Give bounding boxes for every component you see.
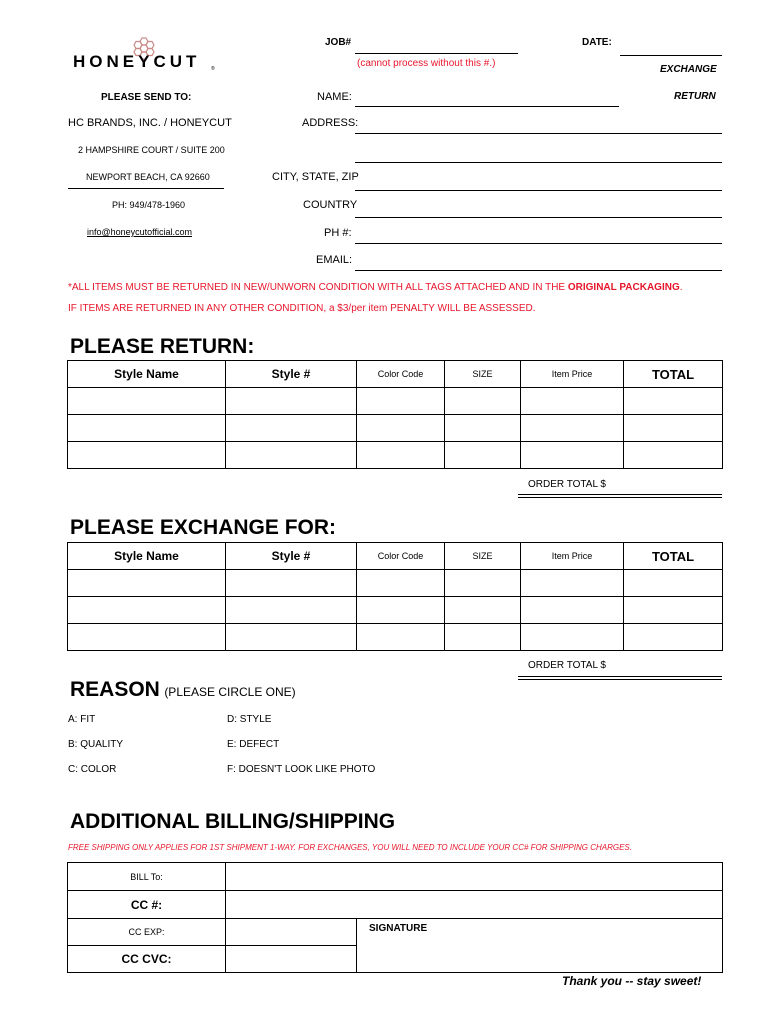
name-label: NAME: [317, 91, 352, 103]
address-input-line[interactable] [355, 133, 722, 134]
table-cell[interactable] [226, 442, 357, 469]
table-cell[interactable] [624, 388, 723, 415]
reason-option-style[interactable]: D: STYLE [227, 714, 272, 725]
table-cell[interactable] [68, 570, 226, 597]
column-header: SIZE [445, 543, 521, 570]
return-order-total-field[interactable] [518, 494, 722, 498]
exchange-option[interactable]: EXCHANGE [660, 64, 717, 75]
bill-to-field[interactable] [226, 863, 723, 891]
city-state-zip-input-line[interactable] [355, 190, 722, 191]
table-cell[interactable] [357, 624, 445, 651]
table-cell[interactable] [357, 388, 445, 415]
table-cell[interactable] [624, 570, 723, 597]
table-cell[interactable] [226, 388, 357, 415]
table-cell[interactable] [521, 570, 624, 597]
company-phone: PH: 949/478-1960 [112, 200, 186, 210]
cc-exp-row [68, 919, 723, 946]
address-divider [68, 188, 224, 189]
exchange-order-total-field[interactable] [518, 676, 722, 680]
company-city: NEWPORT BEACH, CA 92660 [86, 172, 210, 182]
column-header: Item Price [521, 361, 624, 388]
address-line2-input-line[interactable] [355, 162, 722, 163]
phone-label: PH #: [324, 227, 352, 239]
table-header-row [68, 543, 723, 570]
table-cell[interactable] [357, 415, 445, 442]
table-cell[interactable] [521, 388, 624, 415]
table-cell[interactable] [68, 597, 226, 624]
date-input-line[interactable] [620, 55, 722, 56]
exchange-section-title: PLEASE EXCHANGE FOR: [70, 516, 337, 539]
cc-number-label: CC #: [68, 891, 226, 919]
table-cell[interactable] [521, 597, 624, 624]
cc-exp-field[interactable] [226, 919, 357, 946]
table-cell[interactable] [68, 388, 226, 415]
table-cell[interactable] [445, 415, 521, 442]
company-street: 2 HAMPSHIRE COURT / SUITE 200 [78, 145, 225, 155]
condition-notice-emphasis: ORIGINAL PACKAGING [567, 282, 680, 293]
date-label: DATE: [582, 37, 612, 48]
table-cell[interactable] [68, 415, 226, 442]
condition-notice [68, 282, 683, 293]
table-cell[interactable] [521, 442, 624, 469]
table-cell[interactable] [624, 624, 723, 651]
table-row [68, 597, 723, 624]
reason-title: REASON [70, 678, 160, 701]
exchange-order-total-label: ORDER TOTAL $ [528, 660, 606, 671]
table-cell[interactable] [68, 442, 226, 469]
table-cell[interactable] [357, 597, 445, 624]
return-items-table [67, 360, 723, 469]
return-section-title: PLEASE RETURN: [70, 335, 255, 358]
column-header: Color Code [357, 543, 445, 570]
table-cell[interactable] [521, 415, 624, 442]
free-shipping-note: FREE SHIPPING ONLY APPLIES FOR 1ST SHIPMENT 1-WAY. FOR EXCHANGES, YOU WILL NEED TO INCLUDE YOUR CC# FOR SHIPPING CHARGES. [68, 843, 632, 852]
table-cell[interactable] [357, 442, 445, 469]
reason-heading [70, 678, 296, 702]
email-label: EMAIL: [316, 254, 353, 266]
country-input-line[interactable] [355, 217, 722, 218]
table-cell[interactable] [226, 570, 357, 597]
brand-logo-text: HONEYCUT [73, 52, 201, 71]
penalty-notice: IF ITEMS ARE RETURNED IN ANY OTHER CONDITION, a $3/per item PENALTY WILL BE ASSESSED. [68, 303, 536, 314]
table-cell[interactable] [226, 624, 357, 651]
table-cell[interactable] [357, 570, 445, 597]
return-option[interactable]: RETURN [674, 91, 716, 102]
exchange-items-table [67, 542, 723, 651]
table-row [68, 442, 723, 469]
table-cell[interactable] [445, 597, 521, 624]
table-cell[interactable] [624, 415, 723, 442]
signature-label: SIGNATURE [369, 923, 428, 934]
thank-you-message: Thank you -- stay sweet! [562, 974, 702, 988]
bill-to-row [68, 863, 723, 891]
column-header: TOTAL [624, 543, 723, 570]
column-header: Style Name [68, 543, 226, 570]
column-header: Item Price [521, 543, 624, 570]
job-note: (cannot process without this #.) [357, 58, 496, 69]
condition-notice-text: *ALL ITEMS MUST BE RETURNED IN NEW/UNWORN CONDITION WITH ALL TAGS ATTACHED AND IN THE [68, 282, 568, 293]
country-label: COUNTRY [303, 199, 358, 211]
company-name: HC BRANDS, INC. / HONEYCUT [68, 117, 232, 129]
reason-option-fit[interactable]: A: FIT [68, 714, 96, 725]
phone-input-line[interactable] [355, 243, 722, 244]
table-cell[interactable] [445, 624, 521, 651]
table-cell[interactable] [226, 597, 357, 624]
job-input-line[interactable] [355, 53, 518, 54]
table-cell[interactable] [226, 415, 357, 442]
cc-cvc-label: CC CVC: [68, 946, 226, 973]
table-row [68, 388, 723, 415]
column-header: Style # [226, 543, 357, 570]
table-row [68, 570, 723, 597]
address-label: ADDRESS: [302, 117, 359, 129]
name-input-line[interactable] [355, 106, 619, 107]
column-header: Style # [226, 361, 357, 388]
table-header-row [68, 361, 723, 388]
table-cell[interactable] [445, 388, 521, 415]
table-cell[interactable] [445, 570, 521, 597]
table-cell[interactable] [624, 597, 723, 624]
column-header: TOTAL [624, 361, 723, 388]
table-cell[interactable] [624, 442, 723, 469]
table-cell[interactable] [68, 624, 226, 651]
table-cell[interactable] [521, 624, 624, 651]
cc-number-field[interactable] [226, 891, 723, 919]
job-label: JOB# [325, 37, 352, 48]
condition-notice-end: . [679, 282, 683, 293]
table-row [68, 624, 723, 651]
billing-table [67, 862, 723, 973]
billing-section-title: ADDITIONAL BILLING/SHIPPING [70, 810, 396, 833]
return-order-total-label: ORDER TOTAL $ [528, 479, 606, 490]
bill-to-label: BILL To: [68, 863, 226, 891]
reason-option-photo[interactable]: F: DOESN'T LOOK LIKE PHOTO [227, 764, 376, 775]
column-header: Style Name [68, 361, 226, 388]
cc-exp-label: CC EXP: [68, 919, 226, 946]
reason-subtitle: (PLEASE CIRCLE ONE) [164, 685, 296, 699]
column-header: Color Code [357, 361, 445, 388]
reason-option-color[interactable]: C: COLOR [68, 764, 117, 775]
signature-field[interactable] [357, 919, 723, 973]
column-header: SIZE [445, 361, 521, 388]
cc-number-row [68, 891, 723, 919]
table-row [68, 415, 723, 442]
registered-mark: ® [211, 66, 215, 72]
table-cell[interactable] [445, 442, 521, 469]
reason-option-defect[interactable]: E: DEFECT [227, 739, 280, 750]
send-to-label: PLEASE SEND TO: [101, 92, 192, 103]
company-email-link[interactable]: info@honeycutofficial.com [87, 227, 193, 237]
reason-option-quality[interactable]: B: QUALITY [68, 739, 124, 750]
email-input-line[interactable] [355, 270, 722, 271]
city-state-zip-label: CITY, STATE, ZIP [272, 171, 359, 183]
cc-cvc-field[interactable] [226, 946, 357, 973]
